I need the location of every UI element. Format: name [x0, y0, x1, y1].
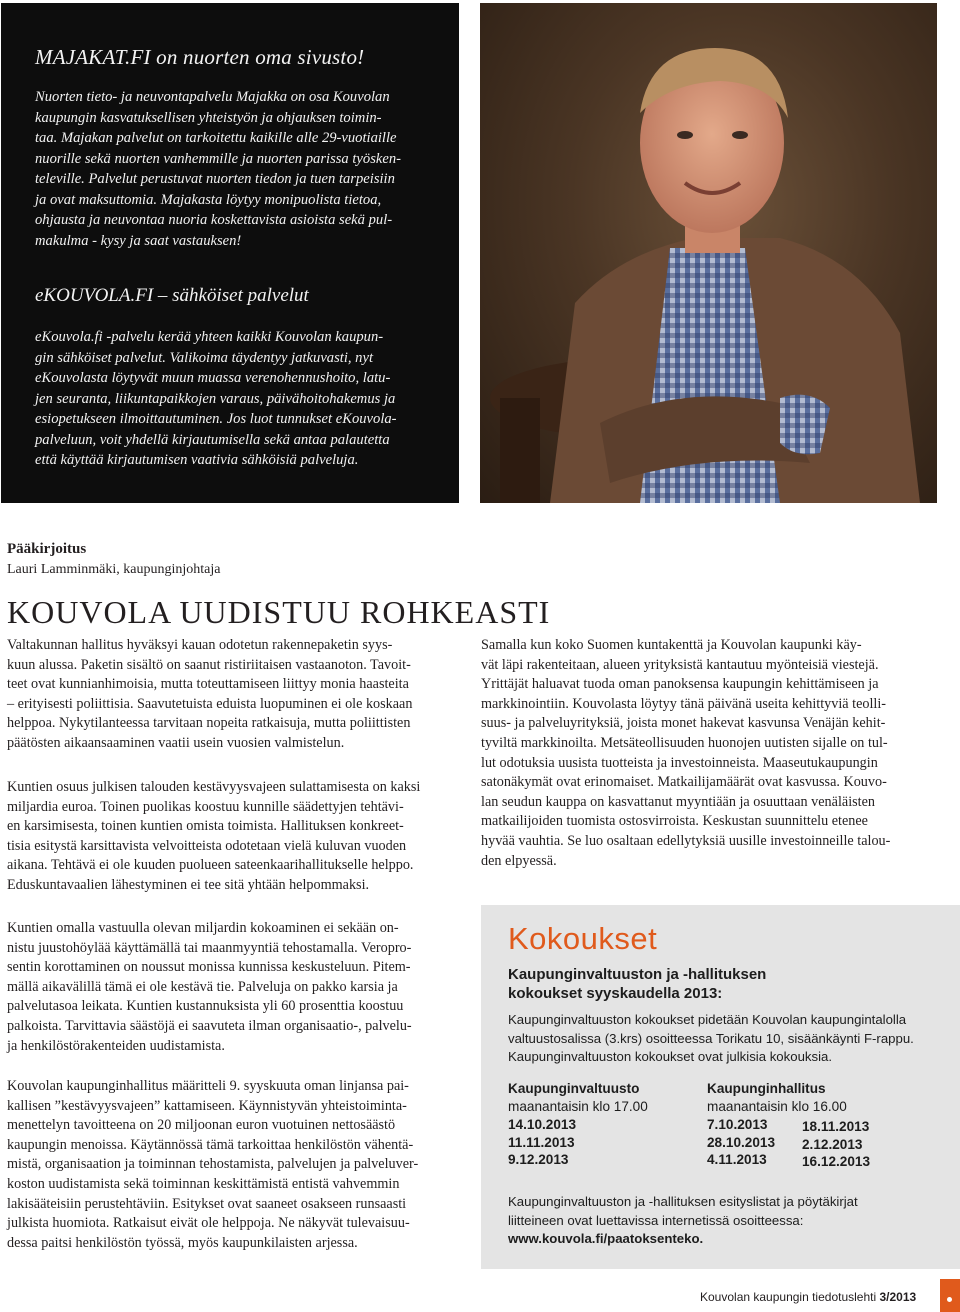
text-line: kaupungin menoissa. Käytännössä tämä tarkoittaa henkilöstön vähentä- [7, 1136, 414, 1153]
kokoukset-title: Kokoukset [508, 921, 658, 956]
portrait-illustration [480, 3, 937, 503]
article-paragraph-3 [7, 919, 460, 1056]
text-line: en karsimisesta, toinen kuntien omista toimista. Hallituksen konkreet- [7, 818, 404, 835]
text-line: lan seudun kauppa on kasvattanut myyntiään ja osuuttaan venäläisten [481, 793, 875, 810]
issue-number: 3/2013 [879, 1290, 917, 1304]
text-line: den elpyessä. [481, 852, 557, 869]
article-paragraph-right [481, 636, 938, 871]
text-line: dessa paitsi henkilöstön työssä, myös kaupunkilaisten arjessa. [7, 1234, 358, 1251]
text-line: – erityisesti poliittisia. Saavutetuista eduista luopuminen ei ole koskaan [7, 695, 413, 712]
text-line: lut odotuksia uusista tuotteista ja investoinneista. Maaseutukaupungin [481, 754, 878, 771]
text-line: Kaupunginvaltuuston ja -hallituksen [508, 966, 767, 983]
footer-dot-icon [947, 1297, 952, 1302]
text-line: televille. Palvelut perustuvat nuorten tiedon ja tuen tarpeisiin [35, 171, 395, 187]
text-line: vät läpi rakenteitaan, alueen yrityksistä kantautuu myönteisiä viestejä. [481, 656, 879, 673]
ekouvola-paragraph [35, 327, 425, 471]
article-paragraph-4 [7, 1077, 460, 1253]
text-line: liitteineen ovat luettavissa internetissä osoitteessa: [508, 1212, 804, 1228]
text-line: mistä, organisaation ja toiminnan tehostamista, palvelujen ja palveluver- [7, 1156, 419, 1173]
article-paragraph-1 [7, 636, 460, 754]
text-line: jen seuranta, liikuntapaikkojen varaus, päivähoitohakemus ja [35, 390, 396, 407]
kokoukset-box [481, 905, 960, 1269]
text-line: koston uudistamista sekä toiminnan keskittämistä entistä vahvemmin [7, 1175, 400, 1192]
text-line: eKouvola.fi -palvelu kerää yhteen kaikki Kouvolan kaupun- [35, 329, 384, 345]
valtuusto-schedule: maanantaisin klo 17.00 [508, 1099, 648, 1114]
text-line: kuun alussa. Paketin sisältö on saanut ristiriitaisen vastaanoton. Tavoit- [7, 656, 411, 673]
page-footer [700, 1290, 916, 1304]
paatoksenteko-link[interactable]: www.kouvola.fi/paatoksenteko. [508, 1231, 704, 1246]
meeting-date: 28.10.2013 [707, 1134, 776, 1150]
hallitus-schedule: maanantaisin klo 16.00 [707, 1099, 847, 1114]
text-line: palveluun, voit yhdellä kirjautumisella sekä antaa palautetta [35, 431, 390, 448]
text-line: palvelutasoa leikata. Kuntien kustannuksista yli 60 prosenttia koostuu [7, 998, 404, 1015]
text-line: päätösten aikaansaaminen vaatii usein vuosien valmistelun. [7, 734, 345, 751]
text-line: ja henkilöstörakenteiden uudistamista. [7, 1037, 225, 1054]
text-line: helppoa. Nykytilanteessa tarvitaan nopeita ratkaisuja, mutta poliittisten [7, 715, 411, 732]
text-line: Eduskuntavaalien lähestyminen ei tee sitä yhtään helpommaksi. [7, 876, 370, 893]
text-line: ohjausta ja neuvontaa nuoria koskettavista asioista sekä pul- [35, 212, 393, 228]
text-line: julkista huomiota. Ratkaisut eivät ole helppoja. Ne näkyvät tulevaisuu- [7, 1215, 410, 1232]
kokoukset-description [508, 1011, 958, 1067]
text-line: kallisen ”kestävyysvajeen” kattamiseen. Käynnistyvän yhteistoiminta- [7, 1097, 407, 1114]
text-line: miljardia euroa. Toinen puolikas koostuu kunnille säädettyjen tehtävi- [7, 798, 404, 815]
text-line: gin sähköiset palvelut. Valikoima täydentyy jatkuvasti, nyt [35, 349, 374, 366]
text-line: matkailijoiden tuomista ostosvirroista. Keskustan suunnittelu etenee [481, 813, 868, 830]
text-line: mällä aikavälillä tämä ei ole kestävä tie. Palveluja on pakko karsia ja [7, 978, 398, 995]
text-line: Kouvolan kaupunginhallitus määritteli 9. syyskuuta oman linjansa pai- [7, 1078, 409, 1094]
majakat-heading: MAJAKAT.FI on nuorten oma sivusto! [35, 45, 365, 69]
valtuusto-heading: Kaupunginvaltuusto [508, 1081, 640, 1096]
valtuusto-dates [508, 1116, 576, 1169]
text-line: Samalla kun koko Suomen kuntakenttä ja Kouvolan kaupunki käy- [481, 637, 862, 653]
text-line: tisia esitystä karsittavista velvoitteista odotetaan vielä kuluvan vuoden [7, 837, 407, 854]
ekouvola-heading: eKOUVOLA.FI – sähköiset palvelut [35, 285, 309, 306]
text-line: Nuorten tieto- ja neuvontapalvelu Majakka on osa Kouvolan [35, 89, 390, 105]
text-line: taa. Majakan palvelut on tarkoitettu kaikille alle 29-vuotiaille [35, 130, 397, 146]
text-line: nuorille sekä nuorten vanhemmille ja nuorten parissa työsken- [35, 150, 401, 167]
hallitus-dates-col1 [707, 1116, 775, 1169]
text-line: Kaupunginvaltuuston ja -hallituksen esityslistat ja pöytäkirjat [508, 1194, 858, 1209]
text-line: Kaupunginvaltuuston kokoukset ovat julkisia kokouksia. [508, 1049, 833, 1064]
text-line: kokoukset syyskaudella 2013: [508, 985, 723, 1002]
text-line: että käyttää kirjautumisen vaativia sähköisiä palveluja. [35, 452, 359, 468]
meeting-date: 7.10.2013 [707, 1117, 768, 1132]
portrait-photo [480, 3, 937, 503]
meeting-date: 11.11.2013 [508, 1134, 575, 1150]
text-line: nistu juustohöylää käyttämällä tai maanmyyntiä tehostamalla. Veropro- [7, 939, 412, 956]
article-byline: Lauri Lamminmäki, kaupunginjohtaja [7, 562, 221, 577]
kokoukset-footer-text [508, 1193, 953, 1249]
meeting-date: 9.12.2013 [508, 1152, 569, 1167]
text-line: esiopetukseen ilmoittautuminen. Jos luot tunnukset eKouvola- [35, 411, 397, 427]
article-headline: KOUVOLA UUDISTUU ROHKEASTI [7, 594, 551, 630]
text-line: satonäkymät ovat erinomaiset. Matkailijamäärät ovat kasvussa. Kouvo- [481, 774, 887, 791]
text-line: sentin korottaminen on noussut monissa kunnissa keskusteluun. Pitem- [7, 959, 411, 976]
text-line: Valtakunnan hallitus hyväksyi kauan odotetun rakennepaketin syys- [7, 637, 393, 653]
text-line: markkinointiin. Kouvolasta löytyy tänä päivänä useita kehittyviä teolli- [481, 695, 887, 712]
meeting-date: 18.11.2013 [802, 1119, 870, 1134]
meeting-date: 4.11.2013 [707, 1152, 767, 1167]
meeting-date: 16.12.2013 [802, 1154, 871, 1169]
hallitus-dates-col2 [802, 1118, 870, 1171]
publication-name: Kouvolan kaupungin tiedotuslehti [700, 1290, 877, 1304]
text-line: Yrittäjät haluavat tuoda oman panoksensa kaupungin kehittämiseen ja [481, 676, 879, 693]
text-line: Kaupunginvaltuuston kokoukset pidetään Kouvolan kaupungintalolla [508, 1012, 907, 1027]
text-line: aikana. Tehtävä ei ole kuuden puolueen sateenkaarihallitukselle helppo. [7, 857, 414, 874]
hallitus-heading: Kaupunginhallitus [707, 1081, 826, 1096]
meeting-date: 14.10.2013 [508, 1117, 577, 1132]
text-line: valtuustosalissa (3.krs) osoitteessa Torikatu 10, sisäänkäynti F-rappu. [508, 1030, 914, 1046]
text-line: suus- ja palveluyrityksiä, joista monet hakevat kasvunsa Venäjän kehit- [481, 715, 886, 732]
text-line: tyviltä markkinoilta. Metsäteollisuuden huonojen uutisten sijalle on tul- [481, 734, 888, 751]
text-line: hyvää vauhtia. Se luo osaltaan edellytyksiä uusille investoinneille talou- [481, 832, 891, 849]
text-line: Kuntien omalla vastuulla olevan miljardin kokoaminen ei sekään on- [7, 920, 399, 936]
text-line: palkoista. Tarvittavia säästöjä ei saavuteta ilman organisaatio-, palvelu- [7, 1017, 412, 1034]
text-line: lakisääteisiin perustehtäviin. Esitykset ovat saaneet osakseen runsaasti [7, 1195, 407, 1212]
footer-accent-bar [940, 1279, 960, 1312]
majakat-info-box [1, 3, 459, 503]
text-line: makulma - kysy ja saat vastauksen! [35, 232, 242, 249]
article-paragraph-2 [7, 778, 460, 896]
text-line: kaupungin kasvatuksellisen yhteistyön ja ohjauksen toimin- [35, 109, 382, 126]
text-line: menettelyn tavoitteena on 20 miljoonan euron vuotuinen nettosäästö [7, 1117, 396, 1134]
text-line: Kuntien osuus julkisen talouden kestävyysvajeen sulattamisesta on kaksi [7, 779, 421, 795]
text-line: teet ovat kunnianhimoisia, mutta toteuttamiseen liittyy monia haasteita [7, 676, 409, 693]
kokoukset-subtitle [508, 965, 766, 1003]
text-line: ja ovat maksuttomia. Majakasta löytyy monipuolista tietoa, [35, 191, 382, 208]
majakat-paragraph [35, 87, 425, 251]
text-line: eKouvolasta löytyvät muun muassa verenohennushoito, latu- [35, 370, 391, 386]
meeting-date: 2.12.2013 [802, 1136, 863, 1152]
article-kicker: Pääkirjoitus [7, 541, 87, 557]
